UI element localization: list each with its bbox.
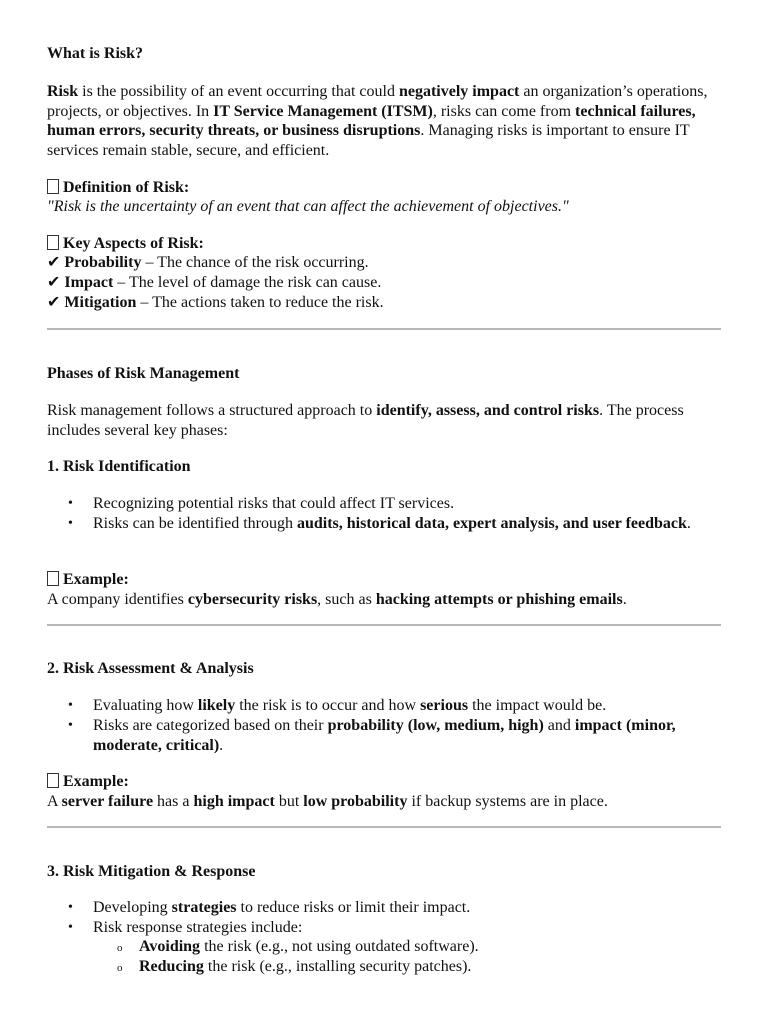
sub-list-item bbox=[139, 937, 729, 957]
checkmark-icon: ✔ bbox=[47, 274, 61, 291]
bullet-icon: • bbox=[68, 718, 73, 733]
bold-text-run: likely bbox=[197, 697, 236, 714]
bullet-icon: • bbox=[68, 920, 73, 935]
text-run: if backup systems are in place. bbox=[407, 793, 608, 810]
divider bbox=[47, 826, 721, 828]
heading-risk-assessment: 2. Risk Assessment & Analysis bbox=[47, 660, 254, 677]
text-run: the risk is to occur and how bbox=[235, 697, 421, 714]
aspect-text: – The chance of the risk occurring. bbox=[141, 254, 369, 271]
definition-heading bbox=[47, 178, 727, 198]
bold-text-run: cybersecurity risks bbox=[187, 591, 318, 608]
bold-text-run: Risk bbox=[47, 83, 79, 100]
missing-glyph-icon bbox=[47, 571, 59, 586]
text-run: Evaluating how bbox=[93, 697, 198, 714]
list-item bbox=[93, 696, 723, 716]
example-heading bbox=[47, 570, 727, 590]
text-run: Risk response strategies include: bbox=[93, 919, 303, 936]
key-aspects-heading bbox=[47, 234, 727, 254]
aspect-term: Mitigation bbox=[64, 294, 137, 311]
phases-intro-paragraph bbox=[47, 401, 727, 440]
example-heading-text: Example: bbox=[63, 571, 129, 588]
bold-text-run: Reducing bbox=[139, 958, 204, 975]
divider bbox=[47, 624, 721, 626]
bold-text-run: identify, assess, and control risks bbox=[376, 402, 600, 419]
missing-glyph-icon bbox=[47, 773, 59, 788]
aspect-item-impact bbox=[47, 273, 727, 293]
bold-text-run: negatively impact bbox=[398, 83, 520, 100]
text-run: to reduce risks or limit their impact. bbox=[236, 899, 471, 916]
bold-text-run: audits, historical data, expert analysis, and user feedback bbox=[296, 515, 687, 532]
list-item bbox=[93, 918, 723, 938]
aspect-item-mitigation bbox=[47, 293, 727, 313]
bold-text-run: hacking attempts or phishing emails bbox=[375, 591, 623, 608]
example-heading bbox=[47, 772, 727, 792]
bold-text-run: IT Service Management (ITSM) bbox=[213, 102, 433, 120]
text-run: and bbox=[543, 717, 575, 734]
bold-text-run: probability (low, medium, high) bbox=[327, 717, 544, 734]
list-item bbox=[93, 898, 723, 918]
aspect-item-probability bbox=[47, 253, 727, 273]
checkmark-icon: ✔ bbox=[47, 254, 61, 271]
aspect-text: – The actions taken to reduce the risk. bbox=[136, 294, 384, 311]
divider bbox=[47, 328, 721, 330]
text-run: but bbox=[274, 793, 304, 810]
aspect-term: Probability bbox=[64, 254, 142, 271]
sub-bullet-icon: o bbox=[117, 942, 123, 954]
text-run: . bbox=[219, 736, 224, 754]
text-run: is the possibility of an event occurring that could bbox=[78, 83, 399, 100]
bullet-icon: • bbox=[68, 496, 73, 511]
text-run: . bbox=[686, 515, 691, 532]
text-run: an organization’s operations, projects, or objectives. In bbox=[47, 83, 708, 120]
bold-text-run: server failure bbox=[61, 793, 154, 810]
text-run: Risks are categorized based on their bbox=[93, 717, 328, 734]
text-run: Risks can be identified through bbox=[93, 515, 297, 532]
bullet-icon: • bbox=[68, 516, 73, 531]
text-run: the risk (e.g., not using outdated software). bbox=[200, 938, 479, 955]
missing-glyph-icon bbox=[47, 179, 59, 194]
text-run: . The process includes several key phases: bbox=[47, 402, 684, 439]
risk-intro-paragraph bbox=[47, 82, 727, 160]
list-item bbox=[93, 494, 723, 514]
sub-list-item bbox=[139, 957, 729, 977]
key-aspects-heading-text: Key Aspects of Risk: bbox=[63, 235, 204, 252]
bold-text-run: low probability bbox=[303, 793, 408, 810]
text-run: has a bbox=[153, 793, 194, 810]
aspect-text: – The level of damage the risk can cause. bbox=[113, 274, 382, 291]
text-run: the risk (e.g., installing security patches). bbox=[203, 958, 472, 975]
example-text bbox=[47, 590, 727, 610]
checkmark-icon: ✔ bbox=[47, 294, 61, 311]
bold-text-run: technical failures, human errors, security threats, or business disruptions bbox=[47, 102, 696, 139]
text-run: Risk management follows a structured approach to bbox=[47, 402, 377, 419]
text-run: Developing bbox=[93, 899, 172, 916]
text-run: Recognizing potential risks that could affect IT services. bbox=[93, 495, 455, 512]
text-run: . bbox=[622, 591, 627, 608]
sub-bullet-icon: o bbox=[117, 962, 123, 974]
text-run: , such as bbox=[317, 591, 376, 608]
heading-risk-identification: 1. Risk Identification bbox=[47, 458, 191, 475]
text-run: , risks can come from bbox=[432, 102, 576, 120]
bullet-icon: • bbox=[68, 698, 73, 713]
bold-text-run: Avoiding bbox=[139, 938, 201, 955]
heading-phases: Phases of Risk Management bbox=[47, 365, 240, 382]
list-item bbox=[93, 716, 723, 755]
bold-text-run: serious bbox=[420, 697, 469, 714]
text-run: A company identifies bbox=[47, 591, 188, 608]
bullet-icon: • bbox=[68, 900, 73, 915]
heading-what-is-risk: What is Risk? bbox=[47, 45, 144, 62]
text-run: . Managing risks is important to ensure IT services remain stable, secure, and efficient. bbox=[47, 122, 690, 159]
bold-text-run: high impact bbox=[193, 793, 275, 810]
example-heading-text: Example: bbox=[63, 773, 129, 790]
aspect-term: Impact bbox=[64, 274, 114, 291]
text-run: A bbox=[47, 793, 62, 810]
definition-heading-text: Definition of Risk: bbox=[63, 179, 190, 196]
missing-glyph-icon bbox=[47, 235, 59, 250]
bold-text-run: impact (minor, moderate, critical) bbox=[93, 717, 676, 754]
definition-quote: "Risk is the uncertainty of an event that can affect the achievement of objectives." bbox=[47, 198, 569, 215]
example-text bbox=[47, 792, 727, 812]
heading-risk-mitigation: 3. Risk Mitigation & Response bbox=[47, 863, 256, 880]
text-run: the impact would be. bbox=[468, 697, 607, 714]
list-item bbox=[93, 514, 723, 534]
bold-text-run: strategies bbox=[171, 899, 237, 916]
